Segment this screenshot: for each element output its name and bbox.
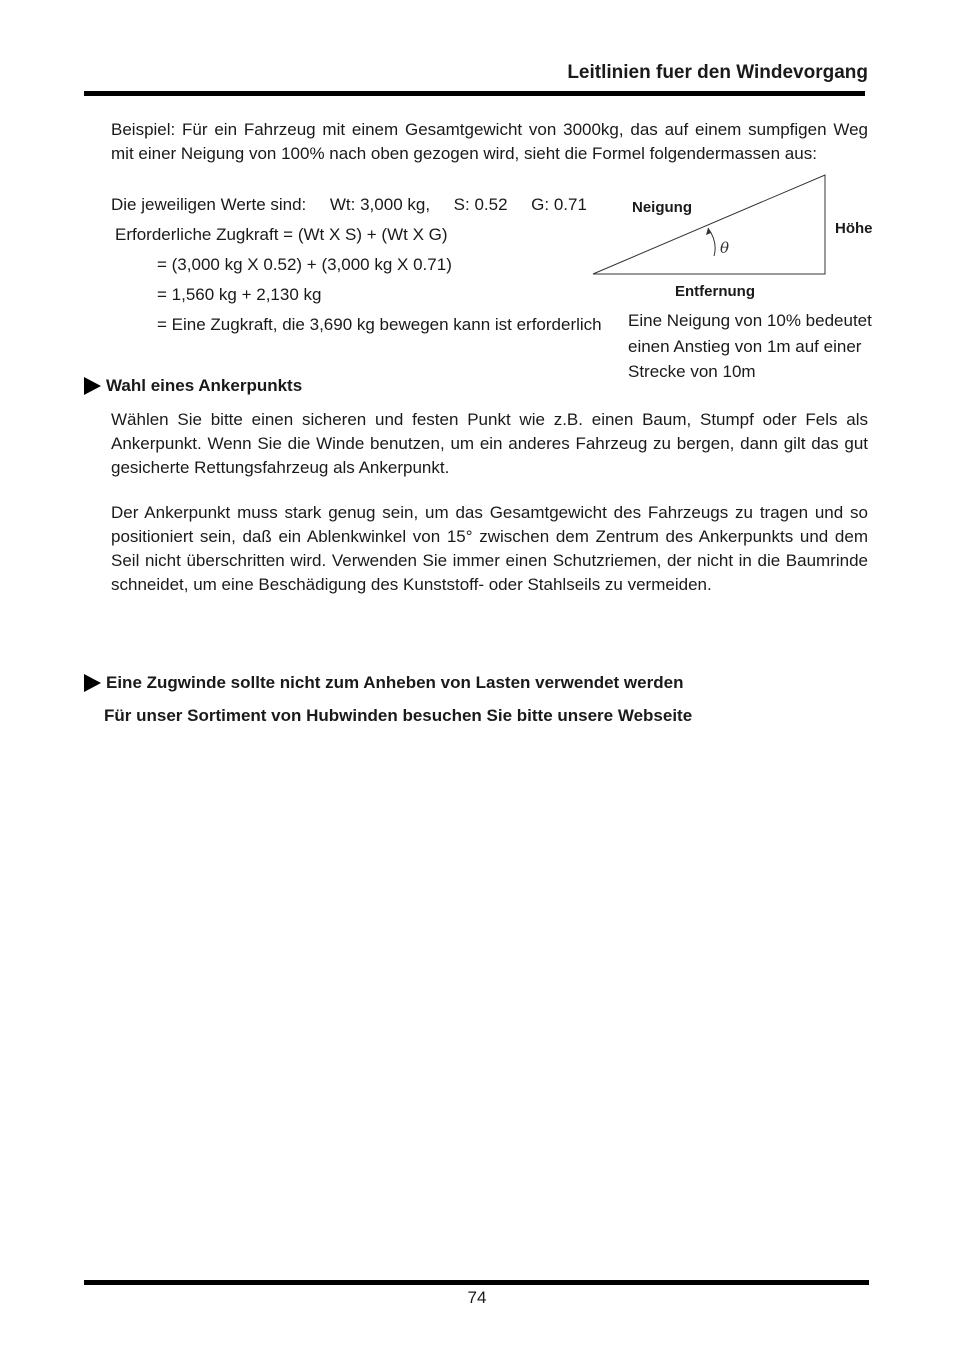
formula-step-1: = (3,000 kg X 0.52) + (3,000 kg X 0.71) (157, 255, 452, 274)
anchor-paragraph-2: Der Ankerpunkt muss stark genug sein, um das Gesamtgewicht des Fahrzeugs zu tragen und so positioniert sein, daß ein Ablenkwinkel von 15° zwischen dem Zentrum des Ankerpunkts und dem Seil nicht überschritten wird. Verwenden Sie immer einen Schutzriemen, der nicht in die Baumrinde schneidet, um eine Beschädigung des Kunststoff- oder Stahlseils zu vermeiden. (111, 503, 868, 594)
anchor-paragraph-1: Wählen Sie bitte einen sicheren und festen Punkt wie z.B. einen Baum, Stumpf oder Fels als Ankerpunkt. Wenn Sie die Winde benutzen, um ein anderes Fahrzeug zu bergen, dann gilt das gut gesicherte Rettungsfahrzeug als Ankerpunkt. (111, 410, 868, 477)
lifting-heading-text: Eine Zugwinde sollte nicht zum Anheben von Lasten verwendet werden (106, 673, 684, 692)
triangle-bullet-icon (84, 377, 101, 395)
height-label: Höhe (835, 220, 873, 237)
triangle-bullet-icon (84, 674, 101, 692)
formula-step-2: = 1,560 kg + 2,130 kg (157, 285, 322, 304)
lifting-subline: Für unser Sortiment von Hubwinden besuchen Sie bitte unsere Webseite (104, 706, 693, 725)
slope-triangle (593, 175, 825, 274)
distance-label: Entfernung (675, 283, 755, 300)
formula-line: Erforderliche Zugkraft = (Wt X S) + (Wt X G) (115, 225, 448, 244)
header-rule (84, 91, 865, 96)
lifting-section-heading (84, 673, 683, 693)
footer-rule (84, 1280, 869, 1285)
intro-paragraph: Beispiel: Für ein Fahrzeug mit einem Gesamtgewicht von 3000kg, das auf einem sumpfigen Weg mit einer Neigung von 100% nach oben gezogen wird, sieht die Formel folgendermassen aus: (111, 120, 868, 163)
values-line: Die jeweiligen Werte sind: Wt: 3,000 kg, S: 0.52 G: 0.71 (111, 195, 587, 214)
page-header-title: Leitlinien fuer den Windevorgang (567, 62, 868, 83)
slope-diagram (590, 172, 840, 282)
anchor-section-heading (84, 376, 302, 396)
slope-label: Neigung (632, 199, 692, 216)
formula-step-3: = Eine Zugkraft, die 3,690 kg bewegen kann ist erforderlich (157, 315, 602, 334)
slope-note: Eine Neigung von 10% bedeutet einen Anstieg von 1m auf einer Strecke von 10m (628, 311, 872, 381)
page-number: 74 (467, 1288, 487, 1307)
anchor-heading-text: Wahl eines Ankerpunkts (106, 376, 303, 395)
angle-symbol: θ (720, 239, 730, 257)
